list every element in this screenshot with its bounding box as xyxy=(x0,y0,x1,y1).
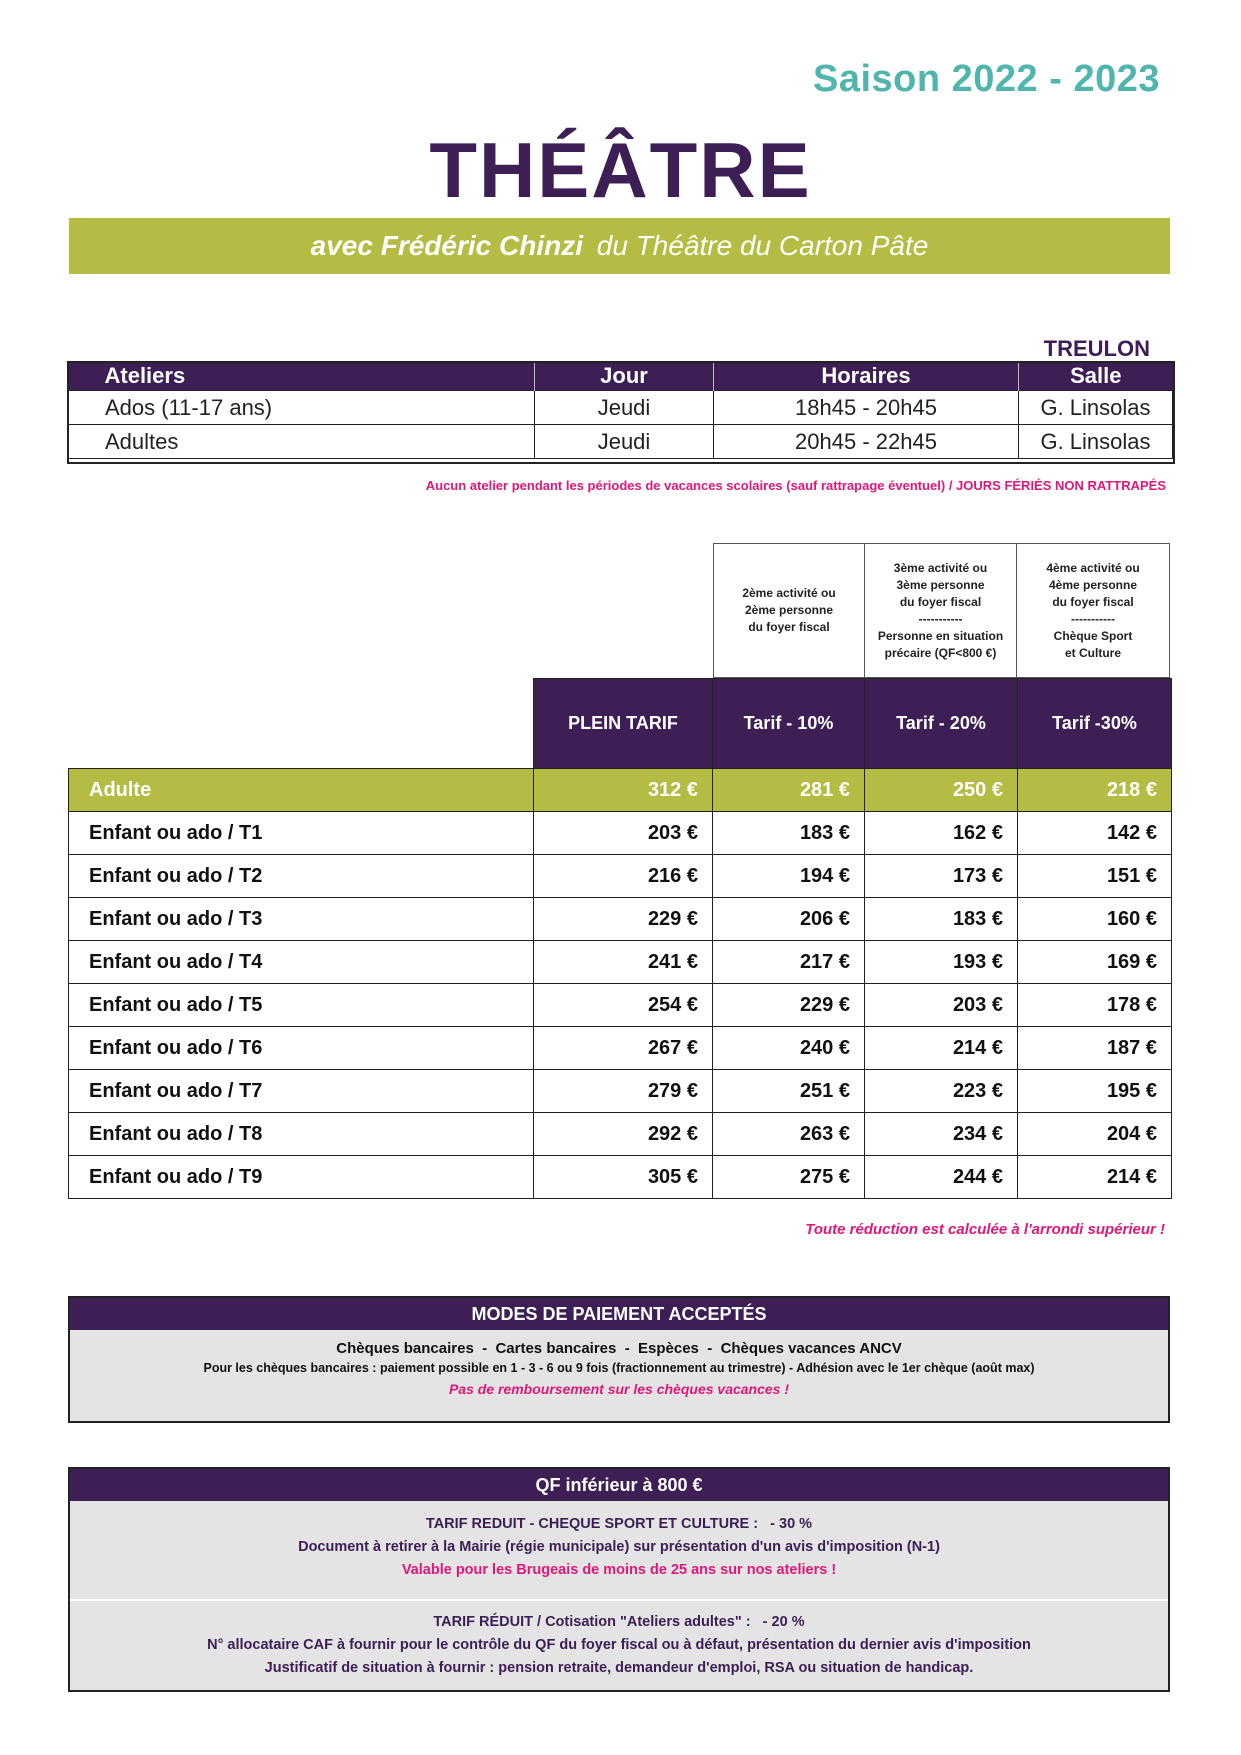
subtitle-bar xyxy=(69,218,1170,274)
price-cell: 281 € xyxy=(713,769,865,812)
qf-section-adults xyxy=(70,1601,1168,1680)
note-line: du foyer fiscal xyxy=(748,620,830,634)
note-line: précaire (QF<800 €) xyxy=(884,645,997,660)
price-cell: 203 € xyxy=(865,984,1018,1027)
qf-line: Justificatif de situation à fournir : pension retraite, demandeur d'emploi, RSA ou situation de handicap. xyxy=(264,1660,974,1676)
note-line: ----------- xyxy=(1071,611,1115,626)
note-line: 2ème personne xyxy=(744,603,834,617)
price-row-label: Enfant ou ado / T3 xyxy=(69,898,534,941)
schedule-cell: 18h45 - 20h45 xyxy=(714,391,1019,425)
price-row xyxy=(69,1027,1172,1070)
note-line: 3ème activité ou xyxy=(893,560,988,575)
price-cell: 204 € xyxy=(1018,1113,1172,1156)
schedule-row xyxy=(69,425,1173,459)
price-cell: 254 € xyxy=(534,984,713,1027)
company-name: du Théâtre du Carton Pâte xyxy=(596,230,929,261)
schedule-cell: Jeudi xyxy=(535,425,714,459)
schedule-header: Jour xyxy=(535,362,714,391)
price-cell: 169 € xyxy=(1018,941,1172,984)
price-cell: 160 € xyxy=(1018,898,1172,941)
price-cell: 263 € xyxy=(713,1113,865,1156)
price-row-label: Enfant ou ado / T8 xyxy=(69,1113,534,1156)
schedule-cell: Ados (11-17 ans) xyxy=(69,391,535,425)
qf-line: TARIF RÉDUIT / Cotisation "Ateliers adultes" : - 20 % xyxy=(433,1614,805,1630)
schedule-cell: Jeudi xyxy=(535,391,714,425)
instructor-name: avec Frédéric Chinzi xyxy=(310,230,583,261)
qf-box xyxy=(68,1467,1170,1692)
price-cell: 223 € xyxy=(865,1070,1018,1113)
price-header: PLEIN TARIF xyxy=(534,679,713,769)
price-header-empty xyxy=(69,679,534,769)
price-cell: 279 € xyxy=(534,1070,713,1113)
rounding-note: Toute réduction est calculée à l'arrondi supérieur ! xyxy=(805,1221,1165,1238)
price-cell: 216 € xyxy=(534,855,713,898)
price-row xyxy=(69,984,1172,1027)
price-header: Tarif -30% xyxy=(1018,679,1172,769)
schedule-header: Horaires xyxy=(714,362,1019,391)
price-row-label: Enfant ou ado / T7 xyxy=(69,1070,534,1113)
price-row-label: Enfant ou ado / T5 xyxy=(69,984,534,1027)
payment-details: Pour les chèques bancaires : paiement possible en 1 - 3 - 6 ou 9 fois (fractionnement au trimestre) - Adhésion avec le 1er chèque (août max) xyxy=(203,1361,1035,1375)
qf-line: N° allocataire CAF à fournir pour le contrôle du QF du foyer fiscal ou à défaut, présentation du dernier avis d'imposition xyxy=(207,1637,1031,1653)
price-cell: 206 € xyxy=(713,898,865,941)
qf-section-sport-culture xyxy=(70,1501,1168,1601)
price-cell: 229 € xyxy=(534,898,713,941)
price-cell: 173 € xyxy=(865,855,1018,898)
price-cell: 275 € xyxy=(713,1156,865,1199)
price-cell: 214 € xyxy=(1018,1156,1172,1199)
note-line: 3ème personne xyxy=(896,577,985,592)
price-cell: 178 € xyxy=(1018,984,1172,1027)
price-row-label: Enfant ou ado / T9 xyxy=(69,1156,534,1199)
schedule-cell: 20h45 - 22h45 xyxy=(714,425,1019,459)
price-cell: 183 € xyxy=(865,898,1018,941)
note-line: 4ème activité ou xyxy=(1046,560,1140,575)
location-label: TREULON xyxy=(1043,336,1150,361)
price-cell: 251 € xyxy=(713,1070,865,1113)
payment-box xyxy=(68,1296,1170,1423)
price-cell: 214 € xyxy=(865,1027,1018,1070)
qf-line: Valable pour les Brugeais de moins de 25 ans sur nos ateliers ! xyxy=(401,1562,837,1578)
discount-note-col4 xyxy=(1016,543,1170,678)
season-label: Saison 2022 - 2023 xyxy=(813,58,1160,100)
qf-line: Document à retirer à la Mairie (régie municipale) sur présentation d'un avis d'imposition (N-1) xyxy=(298,1539,940,1555)
price-cell: 267 € xyxy=(534,1027,713,1070)
price-cell: 241 € xyxy=(534,941,713,984)
price-row xyxy=(69,1070,1172,1113)
schedule-header: Ateliers xyxy=(69,362,535,391)
holiday-note: Aucun atelier pendant les périodes de vacances scolaires (sauf rattrapage éventuel) / JOURS FÉRIÉS NON RATTRAPÉS xyxy=(425,478,1166,493)
price-row-adult xyxy=(69,769,1172,812)
schedule-header: Salle xyxy=(1019,362,1173,391)
note-line: ----------- xyxy=(918,611,963,626)
price-cell: 195 € xyxy=(1018,1070,1172,1113)
price-cell: 203 € xyxy=(534,812,713,855)
schedule-row xyxy=(69,391,1173,425)
price-header: Tarif - 10% xyxy=(713,679,865,769)
discount-note-col3 xyxy=(864,543,1017,678)
note-line: 4ème personne xyxy=(1048,577,1138,592)
price-header-row xyxy=(69,679,1172,769)
schedule-header-row xyxy=(69,362,1173,391)
price-cell: 292 € xyxy=(534,1113,713,1156)
price-row-label: Enfant ou ado / T4 xyxy=(69,941,534,984)
price-row xyxy=(69,898,1172,941)
price-cell: 234 € xyxy=(865,1113,1018,1156)
note-line: du foyer fiscal xyxy=(899,594,982,609)
note-line: du foyer fiscal xyxy=(1052,594,1134,609)
qf-line: TARIF REDUIT - CHEQUE SPORT ET CULTURE : - 30 % xyxy=(425,1516,813,1532)
price-cell: 244 € xyxy=(865,1156,1018,1199)
note-line: et Culture xyxy=(1064,645,1121,660)
price-cell: 240 € xyxy=(713,1027,865,1070)
price-cell: 183 € xyxy=(713,812,865,855)
price-cell: 142 € xyxy=(1018,812,1172,855)
price-row xyxy=(69,1113,1172,1156)
note-line: Personne en situation xyxy=(877,628,1004,643)
price-cell: 250 € xyxy=(865,769,1018,812)
qf-title: QF inférieur à 800 € xyxy=(70,1469,1168,1501)
note-line: 2ème activité ou xyxy=(742,586,836,600)
price-row-label: Enfant ou ado / T6 xyxy=(69,1027,534,1070)
schedule-cell: G. Linsolas xyxy=(1019,425,1173,459)
price-row xyxy=(69,1156,1172,1199)
discount-note-col2 xyxy=(713,543,865,678)
price-cell: 229 € xyxy=(713,984,865,1027)
price-cell: 217 € xyxy=(713,941,865,984)
price-cell: 312 € xyxy=(534,769,713,812)
price-row-label: Adulte xyxy=(69,769,534,812)
price-cell: 218 € xyxy=(1018,769,1172,812)
price-row xyxy=(69,812,1172,855)
page-title: THÉÂTRE xyxy=(429,126,812,214)
price-cell: 194 € xyxy=(713,855,865,898)
payment-methods: Chèques bancaires - Cartes bancaires - Espèces - Chèques vacances ANCV xyxy=(336,1340,902,1357)
price-table xyxy=(68,678,1172,1199)
note-line: Chèque Sport xyxy=(1053,628,1133,643)
price-row xyxy=(69,855,1172,898)
schedule-cell: G. Linsolas xyxy=(1019,391,1173,425)
price-cell: 305 € xyxy=(534,1156,713,1199)
price-cell: 193 € xyxy=(865,941,1018,984)
price-row-label: Enfant ou ado / T2 xyxy=(69,855,534,898)
price-row-label: Enfant ou ado / T1 xyxy=(69,812,534,855)
payment-warning: Pas de remboursement sur les chèques vacances ! xyxy=(448,1381,790,1397)
price-header: Tarif - 20% xyxy=(865,679,1018,769)
schedule-table xyxy=(68,362,1173,459)
schedule-cell: Adultes xyxy=(69,425,535,459)
payment-title: MODES DE PAIEMENT ACCEPTÉS xyxy=(70,1298,1168,1330)
price-cell: 151 € xyxy=(1018,855,1172,898)
price-cell: 162 € xyxy=(865,812,1018,855)
price-row xyxy=(69,941,1172,984)
price-cell: 187 € xyxy=(1018,1027,1172,1070)
